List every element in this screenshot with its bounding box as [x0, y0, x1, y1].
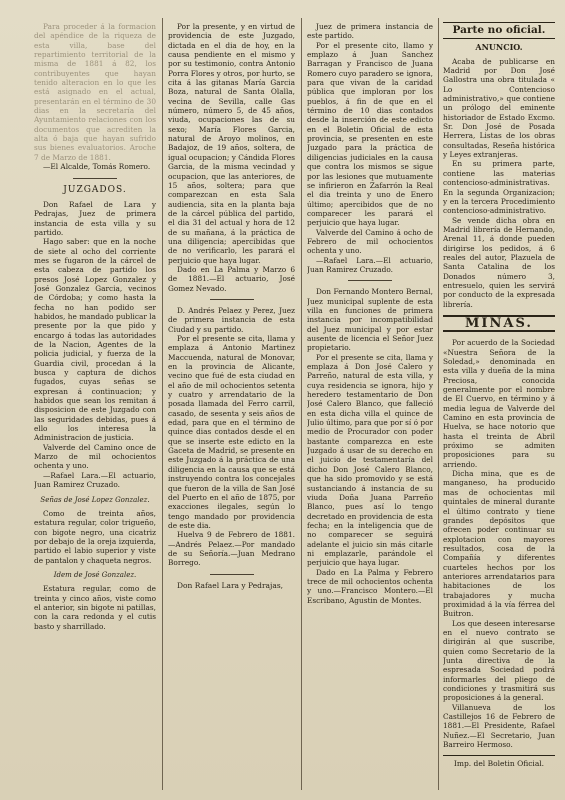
edict-signature: —Rafael Lara.—El actuario, Juan Ramirez Cruzado.: [34, 470, 156, 490]
column-rule: [162, 18, 163, 790]
edict-citation: Por la presente, y en virtud de providencia de este Juzgado, dictada en el dia de hoy, en la causa pendiente en el mismo y por su testimonio, contra Antonio Porra Flores y otros, por hurto, se cita á las gitanas María Garcia Boza, natural de Santa Olalla, vecina de Sevilla, calle Gas número, número 5, de 45 años, viuda, ocupaciones las de su sexo; María Flores Garcia, natural de Aroyo molinos, en Badajoz, de 19 años, soltera, de igual ocupacion; y Cándida Flores Garcia, de la misma vecindad y ocupacion, que las anteriores, de 15 años, soltera; para que comparezcan en esta Sala audiencia, sita en la planta baja de la cárcel pública del partido, el dia 31 del actual y hora de 12 de su mañana, á la práctica de una diligencia; apercibidas que de no verificarlo, les parará el perjuicio que haya lugar.: [168, 22, 295, 265]
column-1: [34, 22, 156, 792]
column-3: [307, 22, 433, 792]
edict-signature: —Rafael Lara.—El actuario, Juan Ramirez Cruzado.: [307, 255, 433, 274]
mine-notice: Dicha mina, que es de manganeso, ha producido mas de ochocientas mil quintales de mineral durante el último contrato y tiene grandes depósitos que ofrecen poder continuar su explotacion con mayores resultados, cosa de la Compañía y diferentes cuarteles hechos por los anteriores arrendatarios para habitaciones de los trabajadores y mucha proximidad á la vía férrea del Buitron.: [443, 469, 555, 619]
column-4: [443, 22, 555, 792]
column-rule: [301, 18, 302, 790]
edict-title: Don Rafael de Lara y Pedrajas, Juez de primera instancia de esta villa y su partido.: [34, 199, 156, 237]
column-2: [168, 22, 295, 792]
edict-body: Por el presente cito, llamo y emplazo á Juan Sanchez Barragan y Francisco de Juana Romero cuyo paradero se ignora, para que vivan de la caridad pública que imploran por los pueblos, á fin de que en el término de 10 dias contados desde la inserción de este edicto en el Boletin Oficial de esta provincia, se presenten en este Juzgado para la práctica de diligencias judiciales en la causa que contra los mismos se sigue por las lesiones que mutuamente se infirieron en Zafarrón la Real el dia treinta y uno de Enero último; apercibidos que de no comparecer les parará el perjuicio que haya lugar.: [307, 40, 433, 228]
section-heading-parte-no-oficial: Parte no oficial.: [443, 22, 555, 39]
notice-apendice: Para proceder á la formacion del apéndice de la riqueza de esta villa, base del repartimiento territorial de la misma de 1881 á 82, los contribuyentes que hayan tenido alteracion en lo que les está asignado en el actual, presentarán en el término de 30 dias en la secretaría del Ayuntamiento relaciones con los documentos que acrediten la alta ó baja que hayan sufrido sus bienes evaluatorios. Aroche 7 de Marzo de 1881.: [34, 22, 156, 162]
edict-date: Valverde del Camino once de Marzo de mil ochocientos ochenta y uno.: [34, 442, 156, 471]
edict-body: Hago saber: que en la noche de siete al ocho del corriente mes se fugaron de la cárcel de esta cabeza de partido los presos José Lopez Gonzalez y José Gonzalez Garcia, vecinos de Córdoba; y como hasta la fecha no han podido ser habidos, he mandado publicar la presente por la que pido y encargo á todas las autoridades de la Nacion, Agentes de la policia judicial, y fuerza de la Guardia civil, procedan á la busca y captura de dichos fugados, cuyas señas se expresan á continuacion; y habidos que sean los remitan á disposicion de este Juzgado con las seguridades debidas, pues á ello los interesa la Administracion de justicia.: [34, 237, 156, 443]
edict-date: Dado en La Palma y Febrero trece de mil ochocientos ochenta y uno.—Francisco Montero.—El Escribano, Agustin de Montes.: [307, 567, 433, 605]
mine-notice: Los que deseen interesarse en el nuevo contrato se dirigirán al que suscribe, quien como Secretario de la Junta directiva de la espresada Sociedad podrá informarles del pliego de condiciones y trasmitirá sus proposiciones á la general.: [443, 618, 555, 703]
section-heading-juzgados: JUZGADOS.: [63, 184, 127, 195]
edict-title-continued: Juez de primera instancia de este partido.: [307, 22, 433, 41]
separator: [210, 574, 254, 575]
mine-notice-signature: Villanueva de los Castillejos 16 de Febrero de 1881.—El Presidente, Rafael Nuñez.—El Secretario, Juan Barreiro Hermoso.: [443, 702, 555, 750]
edict-date: Dado en La Palma y Marzo 6 de 1881.—El actuario, José Gomez Nevado.: [168, 264, 295, 293]
edict-body: Por el presente se cita, llama y emplaza á Antonio Martinez Maccuenda, natural de Monovar, en la provincia de Alicante, vecino que fué de esta ciudad en el año de mil ochocientos setenta y cuatro y arrendatario de la posada llamada del Ferro carril, casado, de sesenta y seis años de edad, para que en el término de quince dias contados desde el en que se inserte este edicto en la Gaceta de Madrid, se presente en este Juzgado á la práctica de una diligencia en la causa que se está instruyendo contra los concejales que fueron de la villa de San José del Puerto en el año de 1875, por exacciones ilegales, según lo tengo mandado por providencia de este dia.: [168, 334, 295, 530]
separator: [210, 299, 254, 300]
section-heading-anuncio: ANUNCIO.: [475, 42, 523, 53]
column-rule: [438, 18, 439, 790]
edict-title: D. Andrés Pelaez y Perez, Juez de primera instancia de esta Ciudad y su partido.: [168, 305, 295, 334]
separator: [348, 280, 392, 281]
subheading-senas: Señas de José Lopez Gonzalez.: [40, 495, 150, 504]
edict-date: Huelva 9 de Febrero de 1881.—Andrés Pelaez.—Por mandado de su Señoría.—Juan Medrano Borrego.: [168, 530, 295, 568]
notice-apendice-signature: —El Alcalde, Tomás Romero.: [43, 162, 151, 172]
advert-paragraph: En su primera parte, contiene las materias contencioso-administrativas. En la segunda Organizacion; y en la tercera Procedimiento contencioso-administrativo.: [443, 159, 555, 216]
description-1: Como de treinta años, estatura regular, color trigueño, con bigote negro, una cicatriz por debajo de la oreja izquierda, partido el labio superior y viste de pantalon y chaqueta negros.: [34, 508, 156, 565]
edict-date: Valverde del Camino á ocho de Febrero de mil ochocientos ochenta y uno.: [307, 227, 433, 256]
printer-imprint: Imp. del Boletin Oficial.: [443, 755, 555, 768]
subheading-idem: Idem de José Gonzalez.: [53, 570, 137, 579]
mine-notice: Por acuerdo de la Sociedad «Nuestra Señora de la Soledad,» denominada en esta villa y dueña de la mina Preciosa, conocida generalmente por el nombre de El Cuervo, en término y á media legua de Valverde del Camino en esta provincia de Huelva, se hace notorio que hasta el treinta de Abril próximo se admiten proposiciones para su arriendo.: [443, 338, 555, 469]
advert-paragraph: Acaba de publicarse en Madrid por Don José Gallostra una obra titulada « Lo Contencioso administrativo,» que contiene un prólogo del eminente historiador de Estado Excmo. Sr. Don José de Posada Herrera, Listas de los obras consultadas, Reseña histórica y Leyes extranjeras.: [443, 56, 555, 160]
advert-paragraph: Se vende dicha obra en Madrid librería de Hernando, Arenal 11, á donde pueden dirigirse los pedidos, á 6 reales del autor, Plazuela de Santa Catalina de los Donados número 3, entresuelo, quien les servirá por conducto de la expresada librería.: [443, 215, 555, 309]
edict-title: Don Fernando Montero Bernal, Juez municipal suplente de esta villa en funciones de primera instancia por incompatibilidad del Juez municipal y por estar ausente de licencia el Señor Juez propietario.: [307, 287, 433, 353]
section-heading-minas: MINAS.: [443, 315, 555, 332]
edict-footer: Don Rafael Lara y Pedrajas,: [177, 580, 284, 590]
description-2: Estatura regular, como de treinta y cinco años, viste como el anterior, sin bigote ni patillas, con la cara redonda y el cutis basto y sharrillado.: [34, 584, 156, 631]
separator: [73, 178, 117, 179]
edict-body: Por el presente se cita, llama y emplaza á Don José Calero y Parreño, natural de esta villa, y cuya residencia se ignora, hijo y heredero testamentario de Don José Calero Blanco, que falleció en esta dicha villa el quince de Julio último, para que por sí ó por medio de Procurador con poder bastante comparezca en este Juzgado á usar de su derecho en el juicio de testamentaría del dicho Don José Calero Blanco, que ha sido promovido y se está sustanciando á instancia de su viuda Doña Juana Parreño Blanco, pues así lo tengo decretado en providencia de esta fecha; en la inteligencia que de no comparecer se seguirá adelante el juicio sin más citarle ni emplazarle, parándole el perjuicio que haya lugar.: [307, 352, 433, 568]
